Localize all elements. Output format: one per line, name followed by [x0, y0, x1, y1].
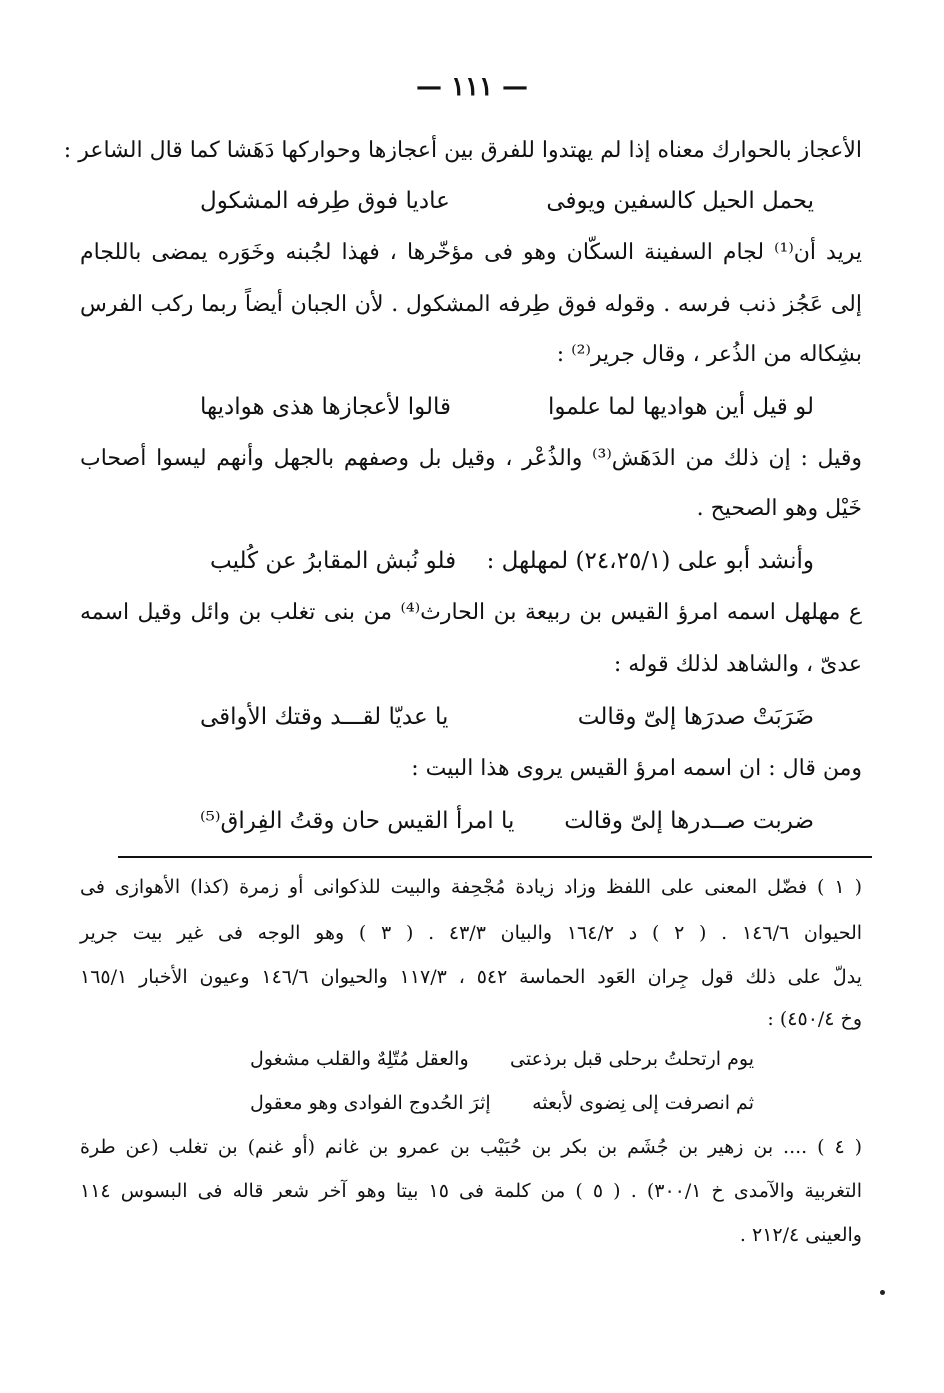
body-line-9: عدىّ ، والشاهد لذلك قوله : [613, 652, 862, 677]
footnote-verse-1-first-hemistich: يوم ارتحلتُ برحلى قبل برذعتى [510, 1048, 754, 1070]
verse-4-first-hemistich: ضربت صــدرها إلىّ وقالت [564, 808, 814, 834]
footnote-line-2: الحيوان ١٤٦/٦ . ( ٢ ) د ١٦٤/٢ والبيان ٤٣/٣ . ( ٣ ) وهو الوجه فى غير بيت جرير [80, 922, 863, 944]
footnote-line-4: وخ ٤٥٠/٤) : [767, 1008, 862, 1030]
footnote-verse-2 [250, 1092, 754, 1114]
verse-1-second-hemistich: عاديا فوق طِرفه المشكول [200, 188, 450, 214]
footnote-line-3: يدلّ على ذلك قول جِران العَود الحماسة ٥٤٢ ، ١١٧/٣ والحيوان ١٤٦/٦ وعيون الأخبار ١٦٥/١ [80, 966, 862, 988]
body-line-8: ع مهلهل اسمه امرؤ القيس بن ربيعة بن الحارث⁽⁴⁾ من بنى تغلب بن وائل وقيل اسمه [80, 600, 862, 625]
page-number: — ١١١ — [415, 72, 529, 102]
verse-3-second-hemistich: يا عديّا لقـــد وقتك الأواقى [200, 704, 449, 730]
body-line-5: وقيل : إن ذلك من الدَهَش⁽³⁾ والذُعْر ، وقيل بل وصفهم بالجهل وأنهم ليسوا أصحاب [80, 446, 862, 471]
footnote-verse-2-first-hemistich: ثم انصرفت إلى نِضوى لأبعثه [532, 1092, 754, 1114]
footnote-verse-2-second-hemistich: إثرَ الحُدوج الفوادى وهو معقول [250, 1092, 491, 1114]
body-line-10: ومن قال : ان اسمه امرؤ القيس يروى هذا البيت : [411, 756, 862, 781]
body-line-2: يريد أن⁽¹⁾ لجام السفينة السكّان وهو فى مؤخّرها ، فهذا لجُبنه وخَوَره يمضى باللجام [80, 240, 862, 265]
verse-3 [200, 704, 814, 730]
footnote-separator [118, 856, 872, 858]
citation-intro: وأنشد أبو على (٢٤،٢٥/١) لمهلهل : [486, 548, 814, 574]
verse-1-first-hemistich: يحمل الحيل كالسفين ويوفى [546, 188, 814, 214]
verse-4 [200, 808, 814, 834]
footnote-line-7: والعينى ٢١٢/٤ . [739, 1224, 862, 1246]
body-line-4: بشِكاله من الذُعر ، وقال جرير⁽²⁾ : [556, 342, 862, 367]
verse-2-second-hemistich: قالوا لأعجازها هذى هواديها [200, 394, 452, 420]
body-line-3: إلى عَجُز ذنب فرسه . وقوله فوق طِرفه المشكول . لأن الجبان أيضاً ربما ركب الفرس [80, 292, 862, 317]
body-line-1: الأعجاز بالحوارك معناه إذا لم يهتدوا للفرق بين أعجازها وحواركها دَهَشا كما قال الشاعر : [63, 138, 862, 163]
citation-line [210, 548, 814, 574]
verse-3-first-hemistich: ضَرَبَتْ صدرَها إلىّ وقالت [577, 704, 814, 730]
footnote-line-1: ( ١ ) فضّل المعنى على اللفظ وزاد زيادة مُجْحِفة والبيت للذكوانى أو زمرة (كذا) الأهوازى فى [80, 876, 863, 898]
body-line-6: خَيْل وهو الصحيح . [696, 496, 862, 521]
verse-2 [200, 394, 814, 420]
footnote-verse-1 [250, 1048, 754, 1070]
verse-4-second-hemistich: يا امرأ القيس حان وقتُ الفِراق⁽⁵⁾ [200, 808, 515, 834]
verse-2-first-hemistich: لو قيل أين هواديها لما علموا [548, 394, 814, 420]
verse-1 [200, 188, 814, 214]
scan-speck [880, 1290, 885, 1295]
footnote-line-6: التغربية والآمدى خ ٣٠٠/١) . ( ٥ ) من كلمة فى ١٥ بيتا وهو آخر شعر قاله فى البسوس ١١٤ [80, 1180, 862, 1202]
footnote-verse-1-second-hemistich: والعقل مُتّلِهٌ والقلب مشغول [250, 1048, 469, 1070]
citation-hemistich: فلو نُبش المقابرُ عن كُليب [210, 548, 457, 574]
footnote-line-5: ( ٤ ) .... بن زهير بن جُشَم بن بكر بن حُبَيْب بن عمرو بن غانم (أو غنم) بن تغلب (عن طرة [80, 1136, 863, 1158]
